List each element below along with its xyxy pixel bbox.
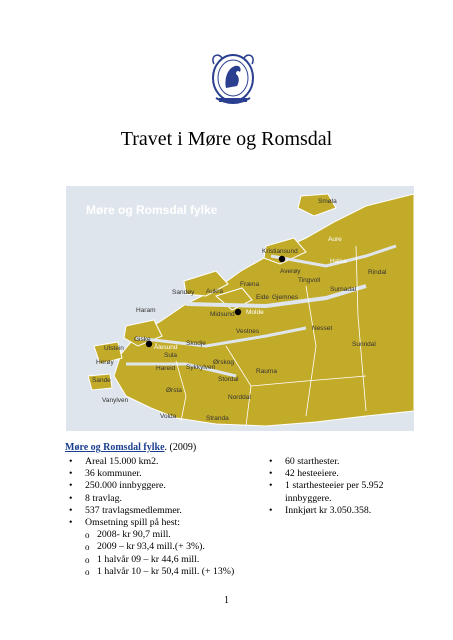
list-item: • 1 starthesteeier per 5.952 innbyggere. [265, 480, 425, 504]
map-label: Haram [136, 307, 156, 314]
county-map [66, 186, 414, 431]
county-link[interactable]: Møre og Romsdal fylke [65, 442, 165, 453]
sub-list-item: o 2008- kr 90,7 mill. [65, 529, 255, 541]
list-item: • 250.000 innbyggere. [65, 480, 255, 492]
sub-list-item: o 1 halvår 09 – kr 44,6 mill. [65, 554, 255, 566]
map-label: Herøy [96, 359, 114, 366]
map-label: Sykkylven [186, 364, 216, 371]
map-label: Gjemnes [272, 294, 299, 301]
heading-suffix: . (2009) [164, 442, 197, 453]
map-label: Ulstein [104, 345, 124, 352]
page-title: Travet i Møre og Romsdal [120, 128, 333, 150]
map-label: Averøy [280, 268, 301, 275]
map-label: Hareid [156, 365, 176, 372]
map-label: Vanylven [102, 397, 129, 404]
map-label: Giske [134, 336, 151, 343]
map-label: Norddal [228, 394, 251, 401]
list-item: • Omsetning spill på hest: [65, 517, 255, 529]
map-label: Halsa [330, 258, 347, 265]
stats-list-left [65, 456, 255, 578]
map-title: Møre og Romsdal fylke [86, 203, 218, 217]
horse-emblem-icon [206, 50, 260, 108]
map-label: Ålesund [154, 344, 178, 351]
list-item: • 8 travlag. [65, 493, 255, 505]
sub-list-item: o 2009 – kr 93,4 mill.(+ 3%). [65, 541, 255, 553]
map-label: Sande [92, 377, 111, 384]
page-number: 1 [224, 595, 229, 606]
map-label: Aukra [206, 288, 223, 295]
map-label: Molde [246, 309, 264, 316]
map-label: Aure [328, 236, 342, 243]
map-label: Sunndal [352, 341, 376, 348]
map-label: Rindal [368, 269, 387, 276]
map-label: Ørsta [166, 387, 182, 394]
map-label: Skodje [186, 340, 206, 347]
map-label: Fræna [240, 281, 260, 288]
sub-list-item: o 1 halvår 10 – kr 50,4 mill. (+ 13%) [65, 566, 255, 578]
list-item: • 60 starthester. [265, 456, 425, 468]
map-label: Nesset [312, 325, 333, 332]
map-label: Eide [256, 294, 270, 301]
list-item: • 537 travlagsmedlemmer. [65, 505, 255, 517]
list-item: • 36 kommuner. [65, 468, 255, 480]
map-label: Ørskog [213, 359, 234, 366]
stats-list-right [265, 456, 425, 517]
map-label: Sandøy [172, 289, 195, 296]
map-label: Volda [160, 413, 177, 420]
map-label: Smøla [318, 198, 337, 205]
list-item: • Innkjørt kr 3.050.358. [265, 505, 425, 517]
map-label: Vestnes [236, 328, 260, 335]
map-label: Midsund [210, 311, 235, 318]
list-item: • 42 hesteeiere. [265, 468, 425, 480]
list-item: • Areal 15.000 km2. [65, 456, 255, 468]
map-label: Kristiansund [262, 248, 298, 255]
map-label: Surnadal [330, 286, 357, 293]
map-label: Stordal [218, 376, 239, 383]
map-label: Tingvoll [298, 277, 321, 284]
map-label: Rauma [256, 368, 277, 375]
map-label: Stranda [206, 415, 229, 422]
stats-heading [65, 442, 196, 453]
map-label: Sula [164, 352, 178, 359]
